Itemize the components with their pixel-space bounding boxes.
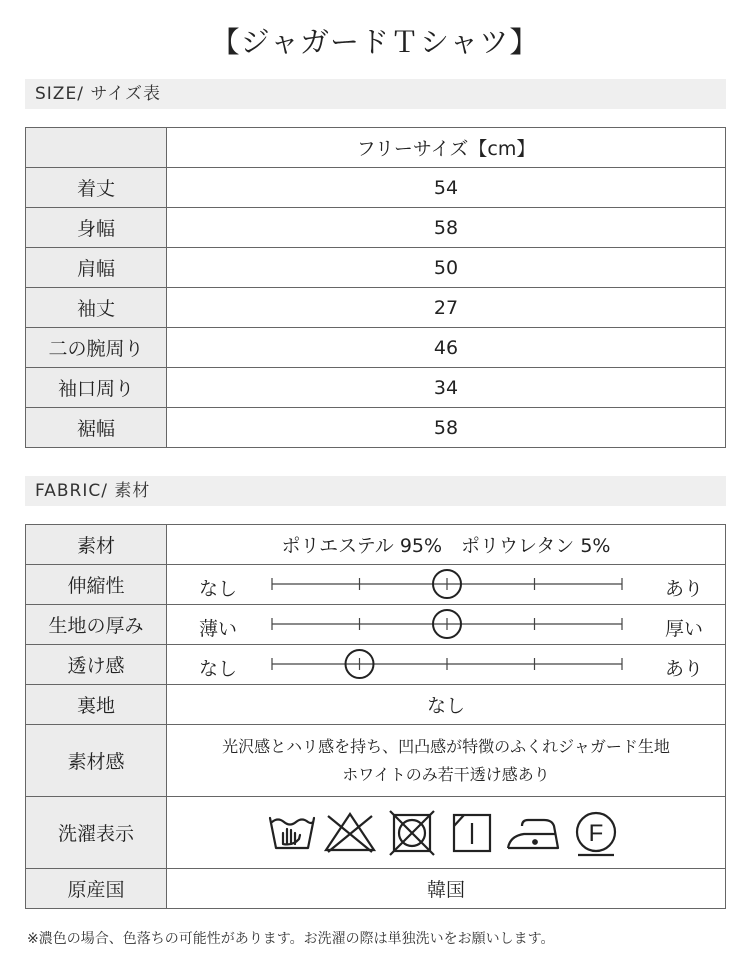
- table-row: [26, 645, 726, 685]
- scale-gauge: [267, 606, 627, 644]
- size-value: 34: [167, 368, 726, 408]
- table-row: [26, 208, 726, 248]
- fabric-section-header: FABRIC/ 素材: [25, 476, 726, 506]
- size-label: 着丈: [26, 168, 167, 208]
- dry-clean-f-icon: [577, 813, 615, 855]
- size-label: 袖口周り: [26, 368, 167, 408]
- dry-clean-letter: F: [588, 819, 604, 847]
- scale-left-label: なし: [199, 657, 238, 680]
- stretch-scale: [167, 566, 725, 604]
- table-row: [26, 525, 726, 565]
- texture-line: ホワイトのみ若干透け感あり: [342, 764, 550, 784]
- lining-value: なし: [167, 685, 726, 725]
- table-row: [26, 288, 726, 328]
- size-value: 46: [167, 328, 726, 368]
- size-header-cell: フリーサイズ【cm】: [167, 128, 726, 168]
- material-value: ポリエステル 95% ポリウレタン 5%: [167, 525, 726, 565]
- scale-right-label: あり: [664, 657, 703, 680]
- table-row: [26, 797, 726, 869]
- size-value: 27: [167, 288, 726, 328]
- table-row: [26, 328, 726, 368]
- thickness-scale-cell: [167, 605, 726, 645]
- table-row: [26, 725, 726, 797]
- table-row: [26, 408, 726, 448]
- table-row: [26, 248, 726, 288]
- low-iron-icon: [508, 820, 558, 848]
- size-label: 裾幅: [26, 408, 167, 448]
- care-label: 洗濯表示: [26, 797, 167, 869]
- stretch-scale-cell: [167, 565, 726, 605]
- scale-right-label: あり: [664, 577, 703, 600]
- size-section-header: SIZE/ サイズ表: [25, 79, 726, 109]
- table-row: [26, 685, 726, 725]
- size-table: [25, 127, 726, 448]
- material-label: 素材: [26, 525, 167, 565]
- size-header-row: [26, 128, 726, 168]
- size-label: 肩幅: [26, 248, 167, 288]
- fabric-table: [25, 524, 726, 909]
- size-header-blank: [26, 128, 167, 168]
- stretch-label: 伸縮性: [26, 565, 167, 605]
- sheer-scale-cell: [167, 645, 726, 685]
- sheer-scale: [167, 646, 725, 684]
- texture-label: 素材感: [26, 725, 167, 797]
- size-label: 袖丈: [26, 288, 167, 328]
- care-note: ※濃色の場合、色落ちの可能性があります。お洗濯の際は単独洗いをお願いします。: [27, 931, 555, 947]
- size-value: 54: [167, 168, 726, 208]
- size-label: 身幅: [26, 208, 167, 248]
- scale-right-label: 厚い: [664, 617, 703, 640]
- scale-left-label: なし: [199, 577, 238, 600]
- sheer-label: 透け感: [26, 645, 167, 685]
- size-label: 二の腕周り: [26, 328, 167, 368]
- thickness-scale: [167, 606, 725, 644]
- origin-label: 原産国: [26, 869, 167, 909]
- lining-label: 裏地: [26, 685, 167, 725]
- care-icons: [266, 806, 626, 860]
- scale-left-label: 薄い: [199, 617, 238, 640]
- no-bleach-icon: [326, 814, 374, 852]
- scale-gauge: [267, 646, 627, 684]
- table-row: [26, 368, 726, 408]
- texture-line: 光沢感とハリ感を持ち、凹凸感が特徴のふくれジャガード生地: [222, 736, 670, 756]
- size-value: 58: [167, 408, 726, 448]
- thickness-label: 生地の厚み: [26, 605, 167, 645]
- line-dry-icon: [454, 815, 490, 851]
- page-title: 【ジャガードＴシャツ】: [210, 25, 540, 59]
- texture-value: [167, 725, 726, 797]
- origin-value: 韓国: [167, 869, 726, 909]
- table-row: [26, 565, 726, 605]
- table-row: [26, 605, 726, 645]
- hand-wash-icon: [270, 818, 314, 848]
- size-value: 58: [167, 208, 726, 248]
- care-icons-cell: [167, 797, 726, 869]
- size-value: 50: [167, 248, 726, 288]
- scale-gauge: [267, 566, 627, 604]
- table-row: [26, 168, 726, 208]
- table-row: [26, 869, 726, 909]
- no-tumble-dry-icon: [390, 811, 434, 855]
